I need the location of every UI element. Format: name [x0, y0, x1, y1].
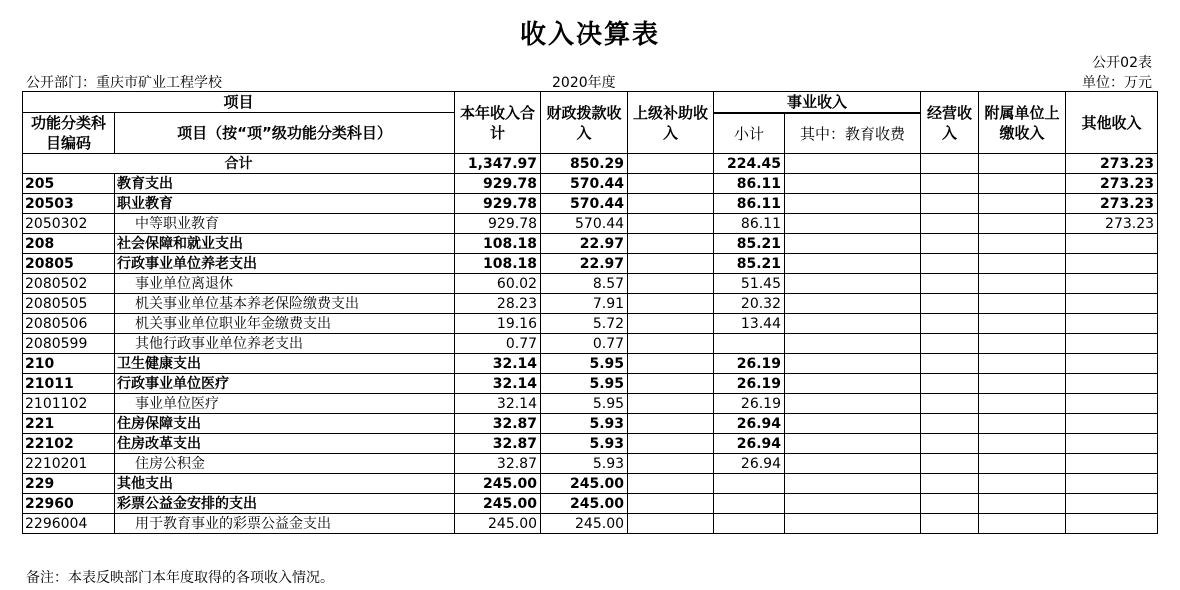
row-fiscal-cell: 5.95	[541, 374, 628, 394]
row-superior-cell	[628, 174, 714, 194]
row-affiliated-cell	[979, 514, 1066, 534]
row-other-cell	[1066, 274, 1158, 294]
row-total-cell: 32.87	[455, 454, 541, 474]
row-superior-cell	[628, 374, 714, 394]
row-affiliated-cell	[979, 174, 1066, 194]
row-name: 中等职业教育	[115, 214, 455, 234]
row-affiliated-cell	[979, 314, 1066, 334]
row-total-cell: 32.87	[455, 414, 541, 434]
table-header	[23, 92, 1158, 154]
total-other-cell: 273.23	[1066, 154, 1158, 174]
row-superior-cell	[628, 454, 714, 474]
row-name: 其他支出	[115, 474, 455, 494]
row-name: 住房公积金	[115, 454, 455, 474]
row-code: 210	[23, 354, 115, 374]
header-edu-fee: 其中：教育收费	[785, 114, 921, 154]
row-code: 21011	[23, 374, 115, 394]
row-operating-cell	[921, 414, 979, 434]
row-operating-cell	[921, 474, 979, 494]
row-name: 卫生健康支出	[115, 354, 455, 374]
row-other-cell	[1066, 354, 1158, 374]
row-edu-fee-cell	[785, 274, 921, 294]
row-other-cell: 273.23	[1066, 214, 1158, 234]
row-other-cell	[1066, 394, 1158, 414]
row-edu-fee-cell	[785, 414, 921, 434]
row-superior-cell	[628, 474, 714, 494]
header-operating: 经营收入	[921, 92, 979, 154]
row-total-cell: 929.78	[455, 174, 541, 194]
row-name: 教育支出	[115, 174, 455, 194]
row-other-cell	[1066, 414, 1158, 434]
table-row	[23, 374, 1158, 394]
table-row	[23, 294, 1158, 314]
row-subtotal-cell: 51.45	[714, 274, 785, 294]
row-subtotal-cell: 85.21	[714, 254, 785, 274]
row-other-cell	[1066, 434, 1158, 454]
table-row	[23, 174, 1158, 194]
row-fiscal-cell: 5.95	[541, 354, 628, 374]
row-other-cell	[1066, 254, 1158, 274]
row-total-cell: 929.78	[455, 214, 541, 234]
table-body	[23, 154, 1158, 534]
row-affiliated-cell	[979, 334, 1066, 354]
row-affiliated-cell	[979, 254, 1066, 274]
table-row	[23, 494, 1158, 514]
row-name: 事业单位医疗	[115, 394, 455, 414]
row-subtotal-cell: 13.44	[714, 314, 785, 334]
row-total-cell: 0.77	[455, 334, 541, 354]
row-name: 机关事业单位基本养老保险缴费支出	[115, 294, 455, 314]
row-affiliated-cell	[979, 454, 1066, 474]
row-operating-cell	[921, 254, 979, 274]
row-superior-cell	[628, 494, 714, 514]
row-operating-cell	[921, 294, 979, 314]
row-total-cell: 32.14	[455, 394, 541, 414]
row-operating-cell	[921, 434, 979, 454]
row-operating-cell	[921, 214, 979, 234]
header-subtotal: 小计	[714, 114, 785, 154]
table-row	[23, 314, 1158, 334]
row-operating-cell	[921, 514, 979, 534]
row-affiliated-cell	[979, 474, 1066, 494]
row-code: 22102	[23, 434, 115, 454]
row-fiscal-cell: 570.44	[541, 194, 628, 214]
table-row	[23, 454, 1158, 474]
row-affiliated-cell	[979, 194, 1066, 214]
row-code: 2101102	[23, 394, 115, 414]
table-row	[23, 234, 1158, 254]
form-number: 公开02表	[1092, 55, 1152, 71]
row-edu-fee-cell	[785, 374, 921, 394]
row-superior-cell	[628, 414, 714, 434]
total-operating-cell	[921, 154, 979, 174]
row-affiliated-cell	[979, 394, 1066, 414]
row-name: 行政事业单位养老支出	[115, 254, 455, 274]
row-edu-fee-cell	[785, 394, 921, 414]
row-fiscal-cell: 570.44	[541, 174, 628, 194]
row-operating-cell	[921, 274, 979, 294]
row-edu-fee-cell	[785, 494, 921, 514]
row-code: 2296004	[23, 514, 115, 534]
row-edu-fee-cell	[785, 314, 921, 334]
row-subtotal-cell: 86.11	[714, 174, 785, 194]
header-func-code: 功能分类科目编码	[23, 113, 115, 154]
row-fiscal-cell: 5.93	[541, 414, 628, 434]
row-name: 用于教育事业的彩票公益金支出	[115, 514, 455, 534]
row-operating-cell	[921, 234, 979, 254]
row-subtotal-cell: 26.19	[714, 394, 785, 414]
row-superior-cell	[628, 254, 714, 274]
row-operating-cell	[921, 454, 979, 474]
row-edu-fee-cell	[785, 214, 921, 234]
row-name: 事业单位离退休	[115, 274, 455, 294]
row-code: 22960	[23, 494, 115, 514]
row-name: 职业教育	[115, 194, 455, 214]
row-operating-cell	[921, 354, 979, 374]
row-superior-cell	[628, 434, 714, 454]
row-total-cell: 245.00	[455, 514, 541, 534]
header-other: 其他收入	[1066, 92, 1158, 154]
row-affiliated-cell	[979, 494, 1066, 514]
row-subtotal-cell	[714, 474, 785, 494]
row-other-cell	[1066, 234, 1158, 254]
row-code: 2050302	[23, 214, 115, 234]
table-row	[23, 414, 1158, 434]
row-superior-cell	[628, 294, 714, 314]
row-affiliated-cell	[979, 434, 1066, 454]
row-fiscal-cell: 5.93	[541, 454, 628, 474]
row-edu-fee-cell	[785, 354, 921, 374]
header-fiscal: 财政拨款收入	[541, 92, 628, 154]
table-row	[23, 194, 1158, 214]
row-code: 20503	[23, 194, 115, 214]
row-total-cell: 32.87	[455, 434, 541, 454]
row-name: 社会保障和就业支出	[115, 234, 455, 254]
row-subtotal-cell: 26.19	[714, 374, 785, 394]
row-total-cell: 245.00	[455, 474, 541, 494]
department-label: 公开部门：重庆市矿业工程学校	[26, 75, 222, 91]
row-superior-cell	[628, 354, 714, 374]
row-other-cell	[1066, 514, 1158, 534]
total-income-cell: 1,347.97	[455, 154, 541, 174]
income-table	[22, 91, 1158, 534]
total-label: 合计	[23, 154, 455, 174]
row-superior-cell	[628, 274, 714, 294]
row-operating-cell	[921, 334, 979, 354]
total-row	[23, 154, 1158, 174]
table-row	[23, 474, 1158, 494]
unit-label: 单位：万元	[1082, 75, 1152, 91]
year-label: 2020年度	[552, 75, 616, 91]
row-name: 彩票公益金安排的支出	[115, 494, 455, 514]
header-total-income: 本年收入合计	[455, 92, 541, 154]
row-fiscal-cell: 245.00	[541, 514, 628, 534]
row-other-cell	[1066, 454, 1158, 474]
row-edu-fee-cell	[785, 254, 921, 274]
row-edu-fee-cell	[785, 294, 921, 314]
row-fiscal-cell: 5.72	[541, 314, 628, 334]
row-other-cell	[1066, 494, 1158, 514]
row-operating-cell	[921, 374, 979, 394]
row-code: 2210201	[23, 454, 115, 474]
table-row	[23, 214, 1158, 234]
row-fiscal-cell: 570.44	[541, 214, 628, 234]
row-fiscal-cell: 5.95	[541, 394, 628, 414]
row-affiliated-cell	[979, 234, 1066, 254]
row-operating-cell	[921, 314, 979, 334]
row-fiscal-cell: 0.77	[541, 334, 628, 354]
table-row	[23, 514, 1158, 534]
header-project-name: 项目（按“项”级功能分类科目）	[115, 113, 455, 154]
row-code: 20805	[23, 254, 115, 274]
table-row	[23, 394, 1158, 414]
table-row	[23, 334, 1158, 354]
row-edu-fee-cell	[785, 194, 921, 214]
row-code: 208	[23, 234, 115, 254]
row-subtotal-cell	[714, 334, 785, 354]
row-other-cell	[1066, 374, 1158, 394]
row-operating-cell	[921, 194, 979, 214]
row-superior-cell	[628, 314, 714, 334]
row-total-cell: 108.18	[455, 234, 541, 254]
row-subtotal-cell: 26.94	[714, 434, 785, 454]
row-subtotal-cell: 85.21	[714, 234, 785, 254]
row-fiscal-cell: 22.97	[541, 254, 628, 274]
row-total-cell: 32.14	[455, 374, 541, 394]
header-affiliated: 附属单位上缴收入	[979, 92, 1066, 154]
row-name: 住房改革支出	[115, 434, 455, 454]
row-other-cell: 273.23	[1066, 194, 1158, 214]
table-row	[23, 274, 1158, 294]
row-subtotal-cell: 86.11	[714, 194, 785, 214]
row-code: 205	[23, 174, 115, 194]
row-code: 221	[23, 414, 115, 434]
row-edu-fee-cell	[785, 174, 921, 194]
row-fiscal-cell: 7.91	[541, 294, 628, 314]
row-subtotal-cell: 26.94	[714, 414, 785, 434]
row-code: 229	[23, 474, 115, 494]
row-superior-cell	[628, 334, 714, 354]
row-name: 行政事业单位医疗	[115, 374, 455, 394]
row-fiscal-cell: 5.93	[541, 434, 628, 454]
row-operating-cell	[921, 174, 979, 194]
row-fiscal-cell: 245.00	[541, 494, 628, 514]
row-subtotal-cell: 26.19	[714, 354, 785, 374]
row-affiliated-cell	[979, 214, 1066, 234]
row-name: 住房保障支出	[115, 414, 455, 434]
row-superior-cell	[628, 234, 714, 254]
row-other-cell	[1066, 474, 1158, 494]
row-total-cell: 245.00	[455, 494, 541, 514]
row-code: 2080502	[23, 274, 115, 294]
row-total-cell: 19.16	[455, 314, 541, 334]
row-superior-cell	[628, 514, 714, 534]
row-operating-cell	[921, 394, 979, 414]
row-superior-cell	[628, 214, 714, 234]
total-edu-fee-cell	[785, 154, 921, 174]
row-subtotal-cell	[714, 514, 785, 534]
footnote: 备注：本表反映部门本年度取得的各项收入情况。	[26, 570, 334, 586]
total-subtotal-cell: 224.45	[714, 154, 785, 174]
row-code: 2080505	[23, 294, 115, 314]
row-other-cell: 273.23	[1066, 174, 1158, 194]
row-other-cell	[1066, 294, 1158, 314]
page-title: 收入决算表	[519, 20, 660, 50]
row-fiscal-cell: 22.97	[541, 234, 628, 254]
row-total-cell: 60.02	[455, 274, 541, 294]
row-total-cell: 32.14	[455, 354, 541, 374]
table-row	[23, 254, 1158, 274]
header-superior: 上级补助收入	[628, 92, 714, 154]
row-total-cell: 28.23	[455, 294, 541, 314]
row-edu-fee-cell	[785, 454, 921, 474]
header-project: 项目	[23, 92, 455, 113]
row-fiscal-cell: 245.00	[541, 474, 628, 494]
row-subtotal-cell: 26.94	[714, 454, 785, 474]
row-superior-cell	[628, 194, 714, 214]
total-affiliated-cell	[979, 154, 1066, 174]
total-fiscal-cell: 850.29	[541, 154, 628, 174]
row-other-cell	[1066, 334, 1158, 354]
row-total-cell: 929.78	[455, 194, 541, 214]
total-superior-cell	[628, 154, 714, 174]
row-total-cell: 108.18	[455, 254, 541, 274]
row-affiliated-cell	[979, 414, 1066, 434]
row-name: 机关事业单位职业年金缴费支出	[115, 314, 455, 334]
row-operating-cell	[921, 494, 979, 514]
row-code: 2080506	[23, 314, 115, 334]
row-subtotal-cell: 20.32	[714, 294, 785, 314]
row-superior-cell	[628, 394, 714, 414]
row-subtotal-cell: 86.11	[714, 214, 785, 234]
row-affiliated-cell	[979, 294, 1066, 314]
row-other-cell	[1066, 314, 1158, 334]
table-row	[23, 354, 1158, 374]
row-edu-fee-cell	[785, 234, 921, 254]
row-edu-fee-cell	[785, 514, 921, 534]
row-fiscal-cell: 8.57	[541, 274, 628, 294]
header-business: 事业收入	[714, 92, 921, 113]
table-row	[23, 434, 1158, 454]
row-code: 2080599	[23, 334, 115, 354]
row-edu-fee-cell	[785, 474, 921, 494]
row-edu-fee-cell	[785, 334, 921, 354]
row-affiliated-cell	[979, 354, 1066, 374]
row-affiliated-cell	[979, 374, 1066, 394]
row-subtotal-cell	[714, 494, 785, 514]
row-edu-fee-cell	[785, 434, 921, 454]
row-name: 其他行政事业单位养老支出	[115, 334, 455, 354]
row-affiliated-cell	[979, 274, 1066, 294]
